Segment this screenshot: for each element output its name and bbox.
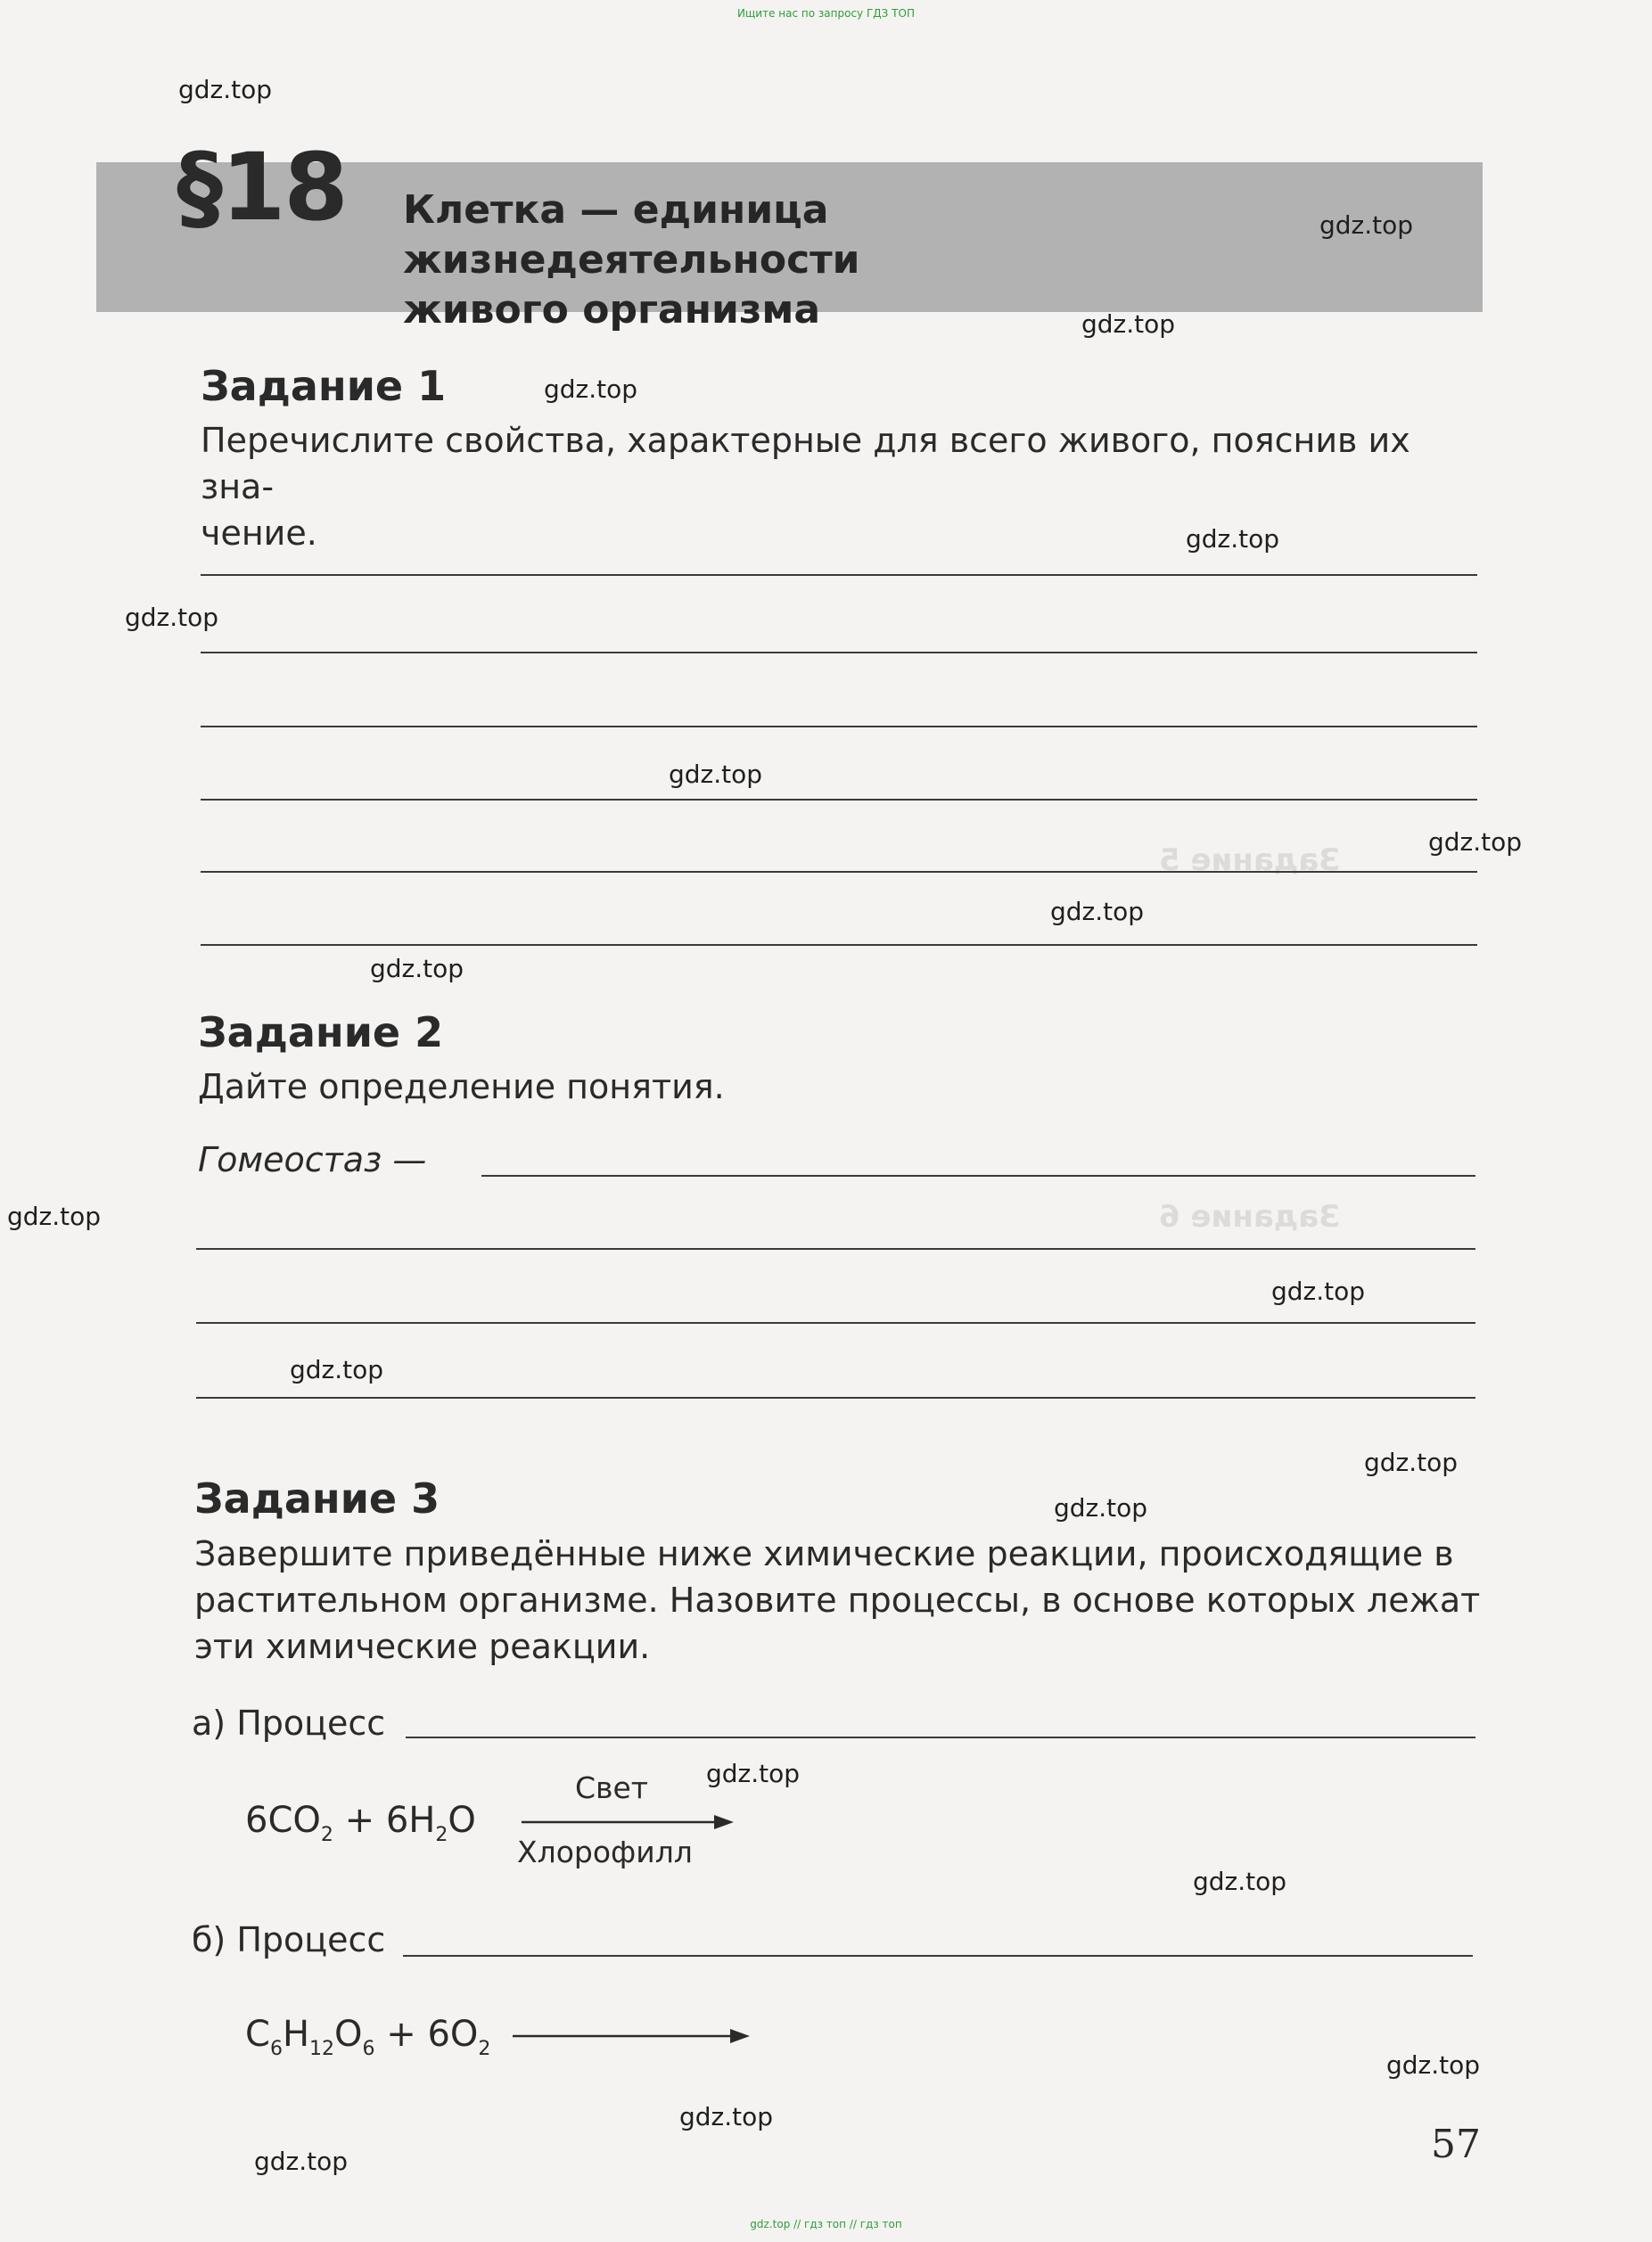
answer-line[interactable] xyxy=(403,1955,1473,1957)
task-text-line: чение. xyxy=(201,513,317,553)
answer-line[interactable] xyxy=(201,652,1477,653)
watermark: gdz.top xyxy=(679,2102,774,2131)
process-a-label: а) Процесс xyxy=(192,1704,386,1743)
watermark: gdz.top xyxy=(669,760,763,789)
watermark: gdz.top xyxy=(544,374,638,404)
task-2-text: Дайте определение понятия. xyxy=(198,1067,725,1106)
answer-line[interactable] xyxy=(201,574,1477,576)
watermark: gdz.top xyxy=(1364,1448,1459,1477)
reaction-condition-chlorophyll: Хлорофилл xyxy=(517,1835,693,1869)
watermark: gdz.top xyxy=(706,1759,801,1788)
task-3-text xyxy=(194,1531,1487,1670)
task-1-text xyxy=(201,417,1484,556)
watermark: gdz.top xyxy=(1386,2050,1481,2080)
watermark: gdz.top xyxy=(1428,827,1523,857)
watermark: gdz.top xyxy=(1054,1493,1148,1523)
process-b-label: б) Процесс xyxy=(192,1920,386,1959)
reaction-condition-light: Свет xyxy=(575,1770,649,1805)
watermark: gdz.top xyxy=(1193,1867,1287,1896)
reaction-b-formula: $C_6H_{12}O_6 + 6O_2$ xyxy=(245,2014,491,2060)
watermark: gdz.top xyxy=(370,954,464,983)
reaction-arrow xyxy=(522,1811,736,1833)
reaction-arrow xyxy=(513,2025,753,2047)
watermark: gdz.top xyxy=(1050,897,1145,926)
watermark: gdz.top xyxy=(1319,210,1414,240)
watermark: gdz.top xyxy=(1271,1277,1366,1306)
watermark: gdz.top xyxy=(7,1202,102,1231)
answer-line[interactable] xyxy=(201,871,1477,873)
reaction-a-formula: $6CO_2 + 6H_2O$ xyxy=(245,1800,476,1846)
answer-line[interactable] xyxy=(201,726,1477,727)
answer-line[interactable] xyxy=(196,1248,1475,1250)
section-title-line: живого организма xyxy=(403,287,821,333)
task-2-title: Задание 2 xyxy=(198,1008,444,1056)
bleed-through-heading: Задание 5 xyxy=(1159,842,1341,878)
answer-line[interactable] xyxy=(196,1397,1475,1399)
term-gomeostaz: Гомеостаз — xyxy=(198,1140,427,1179)
watermark: gdz.top xyxy=(1081,309,1176,339)
task-text-line: эти химические реакции. xyxy=(194,1627,651,1666)
watermark: gdz.top xyxy=(290,1355,384,1384)
watermark: gdz.top xyxy=(125,603,219,632)
page-number: 57 xyxy=(1431,2122,1481,2167)
task-text-line: растительном организме. Назовите процессы, в основе которых лежат xyxy=(194,1581,1481,1620)
answer-line[interactable] xyxy=(481,1175,1475,1177)
answer-line[interactable] xyxy=(406,1737,1475,1738)
answer-line[interactable] xyxy=(201,799,1477,801)
bottom-banner: gdz.top // гдз топ // гдз топ xyxy=(750,2218,902,2230)
top-banner: Ищите нас по запросу ГДЗ ТОП xyxy=(737,7,915,20)
watermark: gdz.top xyxy=(178,75,273,104)
answer-line[interactable] xyxy=(201,944,1477,946)
section-title-line: Клетка — единица жизнедеятельности xyxy=(403,187,860,283)
task-text-line: Завершите приведённые ниже химические реакции, происходящие в xyxy=(194,1534,1454,1573)
section-number: §18 xyxy=(177,133,347,242)
task-1-title: Задание 1 xyxy=(201,362,447,410)
answer-line[interactable] xyxy=(196,1322,1475,1324)
task-text-line: Перечислите свойства, характерные для всего живого, пояснив их зна- xyxy=(201,421,1410,506)
watermark: gdz.top xyxy=(254,2147,349,2176)
watermark: gdz.top xyxy=(1186,524,1280,554)
bleed-through-heading: Задание 6 xyxy=(1159,1199,1341,1235)
task-3-title: Задание 3 xyxy=(194,1474,440,1523)
